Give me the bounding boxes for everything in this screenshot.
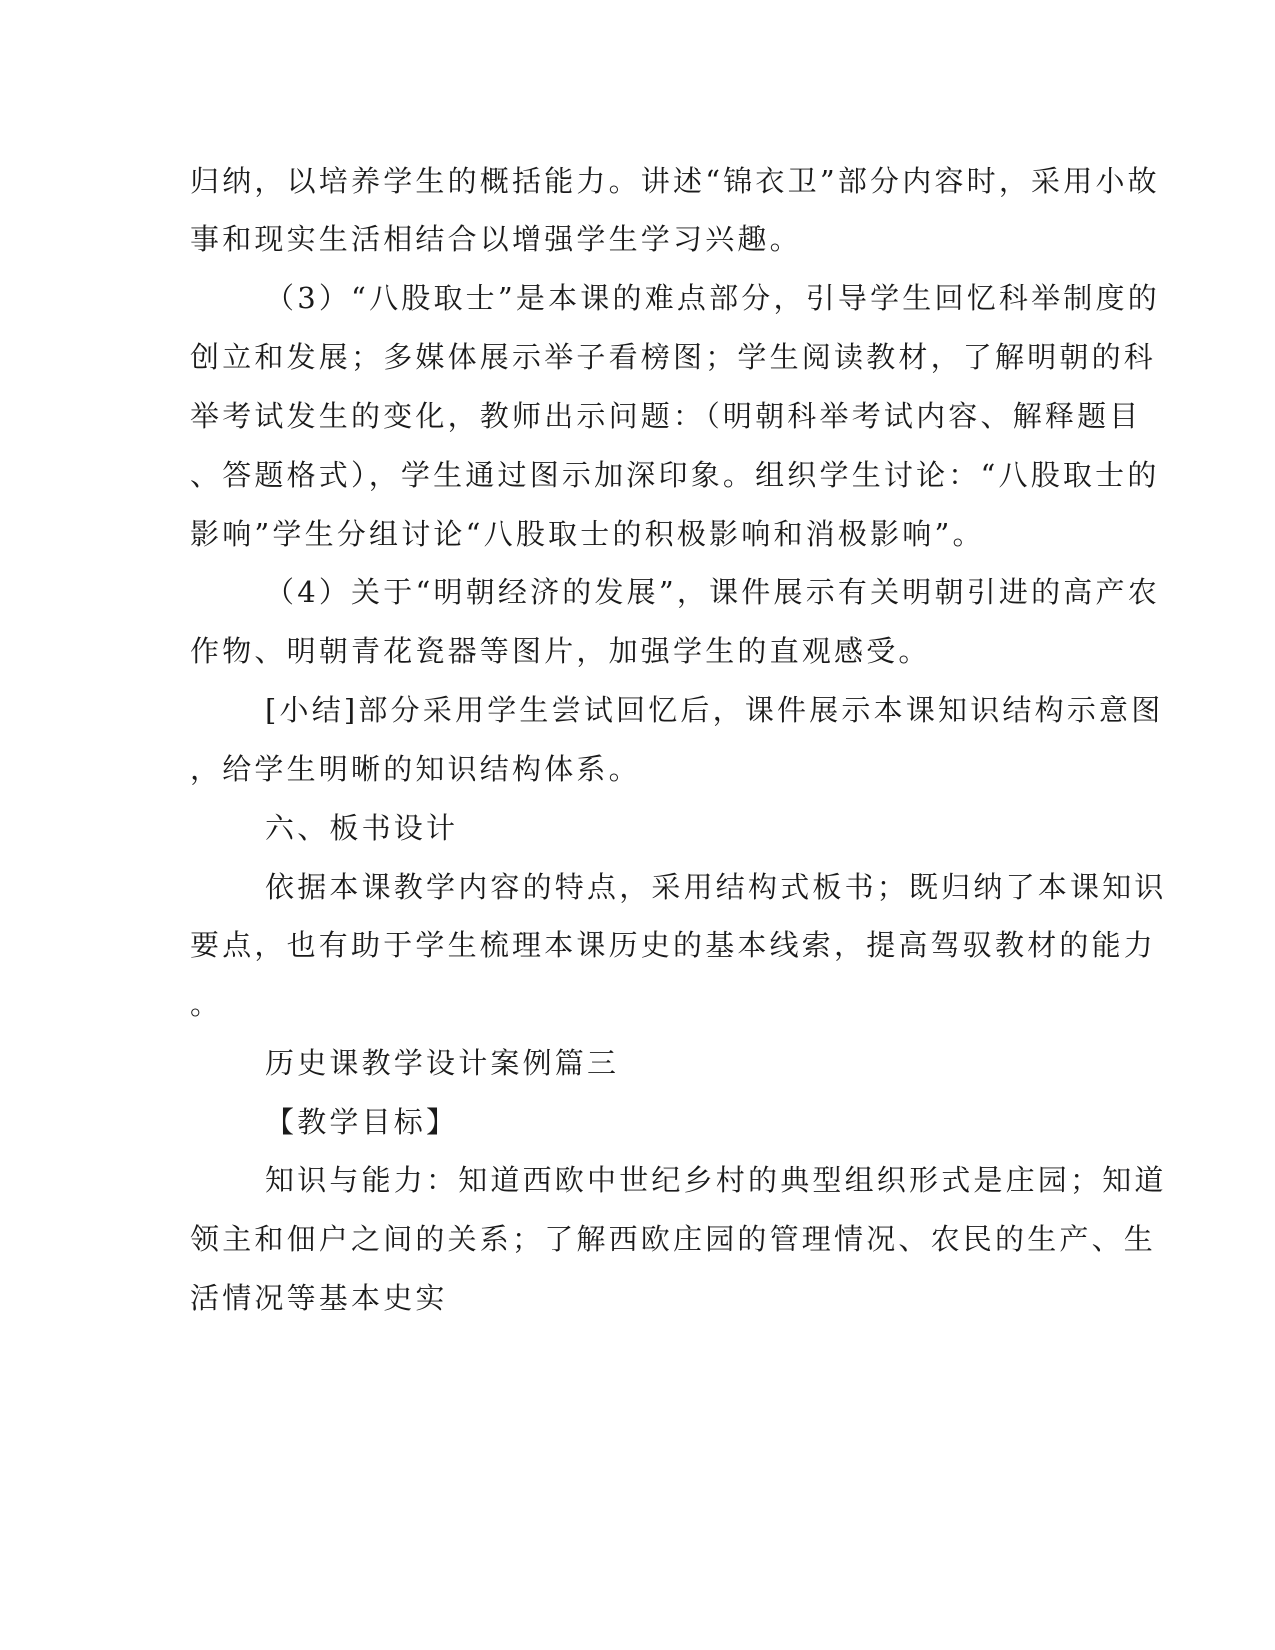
text-line: 要点，也有助于学生梳理本课历史的基本线索，提高驾驭教材的能力: [190, 928, 1157, 962]
text-line: 领主和佃户之间的关系；了解西欧庄园的管理情况、农民的生产、生: [190, 1222, 1157, 1256]
text-line: 、答题格式），学生通过图示加深印象。组织学生讨论：“八股取士的: [190, 458, 1160, 492]
paragraph-line: （4）关于“明朝经济的发展”，课件展示有关明朝引进的高产农: [265, 575, 1160, 609]
text-line: 举考试发生的变化，教师出示问题：（明朝科举考试内容、解释题目: [190, 399, 1142, 433]
text-line: ，给学生明晰的知识结构体系。: [190, 752, 641, 786]
text-line: 作物、明朝青花瓷器等图片，加强学生的直观感受。: [190, 634, 931, 668]
section-heading: 历史课教学设计案例篇三: [265, 1046, 620, 1080]
text-line: 。: [190, 987, 223, 1021]
paragraph-line: 知识与能力：知道西欧中世纪乡村的典型组织形式是庄园；知道: [265, 1163, 1167, 1197]
text-line: 事和现实生活相结合以增强学生学习兴趣。: [190, 222, 802, 256]
text-line: 归纳，以培养学生的概括能力。讲述“锦衣卫”部分内容时，采用小故: [190, 164, 1160, 198]
paragraph-line: （3）“八股取士”是本课的难点部分，引导学生回忆科举制度的: [265, 281, 1160, 315]
text-line: 影响”学生分组讨论“八股取士的积极影响和消极影响”。: [190, 517, 985, 551]
paragraph-line: [小结]部分采用学生尝试回忆后，课件展示本课知识结构示意图: [265, 693, 1164, 727]
section-heading: 【教学目标】: [265, 1105, 459, 1139]
paragraph-line: 依据本课教学内容的特点，采用结构式板书；既归纳了本课知识: [265, 870, 1167, 904]
section-heading: 六、板书设计: [265, 811, 459, 845]
text-line: 创立和发展；多媒体展示举子看榜图；学生阅读教材，了解明朝的科: [190, 340, 1157, 374]
text-line: 活情况等基本史实: [190, 1281, 448, 1315]
